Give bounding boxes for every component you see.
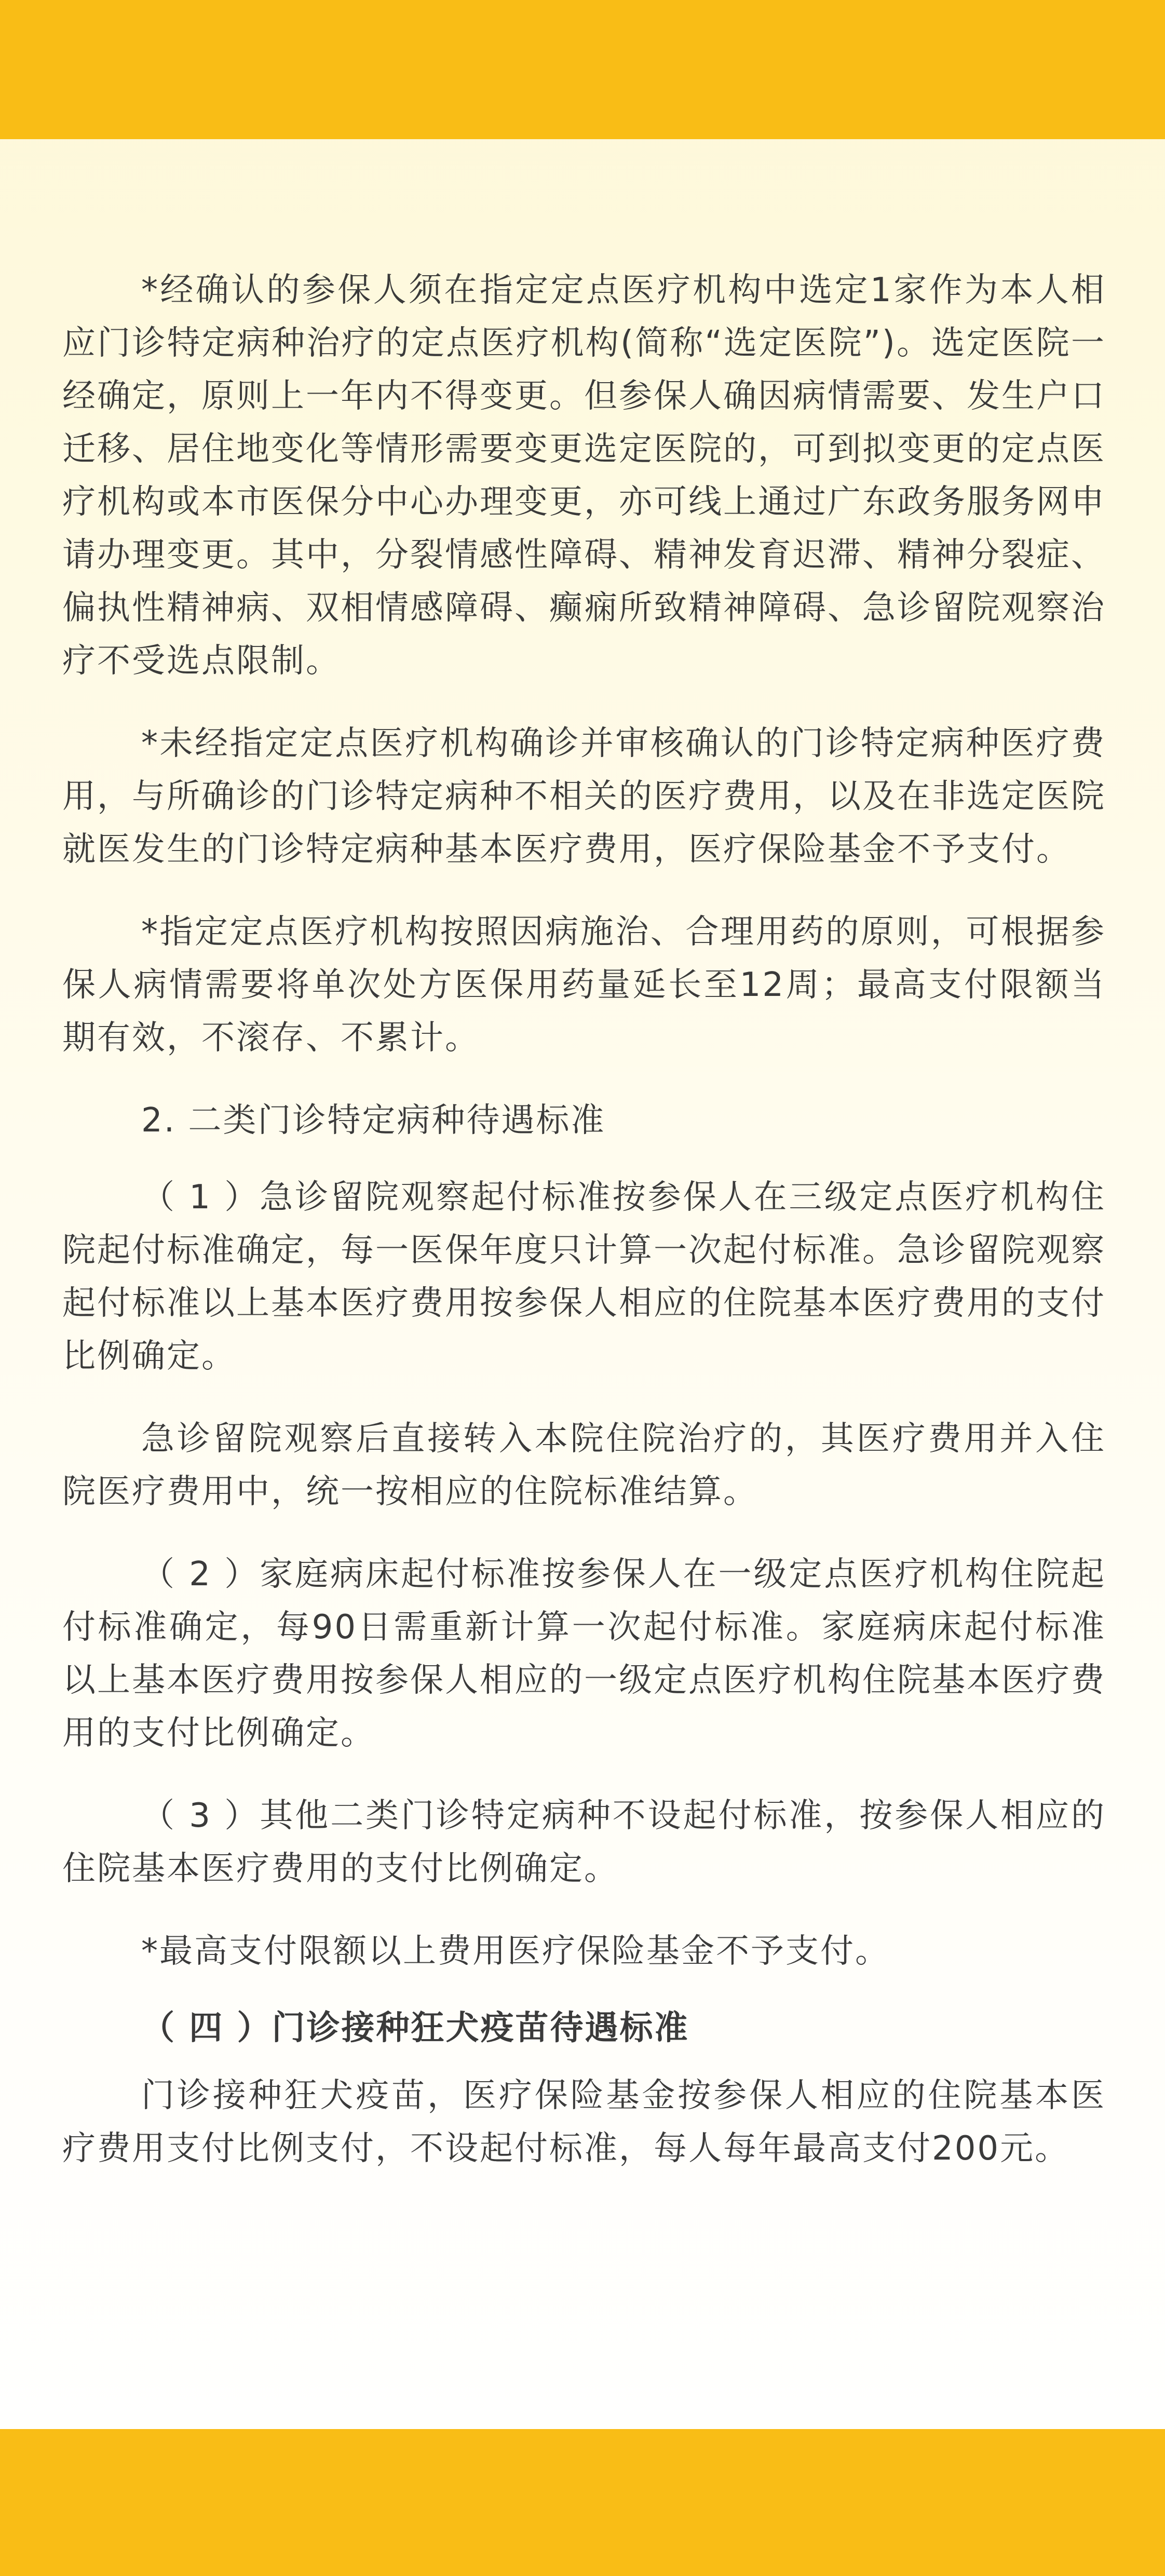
paragraph-other-diseases: （ 3 ）其他二类门诊特定病种不设起付标准，按参保人相应的住院基本医疗费用的支付比例确定。 [62,1797,1106,1888]
paragraph-emergency-observation: （ 1 ）急诊留院观察起付标准按参保人在三级定点医疗机构住院起付标准确定，每一医保年度只计算一次起付标准。急诊留院观察起付标准以上基本医疗费用按参保人相应的住院基本医疗费用的支付比例确定。 [62,1178,1106,1375]
section-heading-rabies-vaccine: （ 四 ）门诊接种狂犬疫苗待遇标准 [141,2009,689,2047]
paragraph-designated-hospital: *经确认的参保人须在指定定点医疗机构中选定1家作为本人相应门诊特定病种治疗的定点医疗机构(简称“选定医院”)。选定医院一经确定，原则上一年内不得变更。但参保人确因病情需要、发生户口迁移、居住地变化等情形需要变更选定医院的，可到拟变更的定点医疗机构或本市医保分中心办理变更，亦可线上通过广东政务服务网申请办理变更。其中，分裂情感性障碍、精神发育迟滞、精神分裂症、偏执性精神病、双相情感障碍、癫痫所致精神障碍、急诊留院观察治疗不受选点限制。 [62,271,1106,680]
bottom-banner [0,2429,1165,2576]
paragraph-home-sickbed: （ 2 ）家庭病床起付标准按参保人在一级定点医疗机构住院起付标准确定，每90日需重新计算一次起付标准。家庭病床起付标准以上基本医疗费用按参保人相应的一级定点医疗机构住院基本医疗费用的支付比例确定。 [62,1555,1106,1752]
paragraph-transfer-to-inpatient: 急诊留院观察后直接转入本院住院治疗的，其医疗费用并入住院医疗费用中，统一按相应的住院标准结算。 [62,1420,1106,1511]
document-body [62,264,1106,2205]
paragraph-unconfirmed-costs: *未经指定定点医疗机构确诊并审核确认的门诊特定病种医疗费用，与所确诊的门诊特定病种不相关的医疗费用，以及在非选定医院就医发生的门诊特定病种基本医疗费用，医疗保险基金不予支付。 [62,724,1106,869]
paragraph-payment-limit: *最高支付限额以上费用医疗保险基金不予支付。 [141,1932,890,1971]
paragraph-prescription-extension: *指定定点医疗机构按照因病施治、合理用药的原则，可根据参保人病情需要将单次处方医保用药量延长至12周；最高支付限额当期有效，不滚存、不累计。 [62,913,1106,1057]
top-banner [0,0,1165,139]
paragraph-rabies-vaccine: 门诊接种狂犬疫苗，医疗保险基金按参保人相应的住院基本医疗费用支付比例支付，不设起付标准，每人每年最高支付200元。 [62,2076,1106,2168]
subheading-class-two-standards: 2. 二类门诊特定病种待遇标准 [141,1101,606,1140]
